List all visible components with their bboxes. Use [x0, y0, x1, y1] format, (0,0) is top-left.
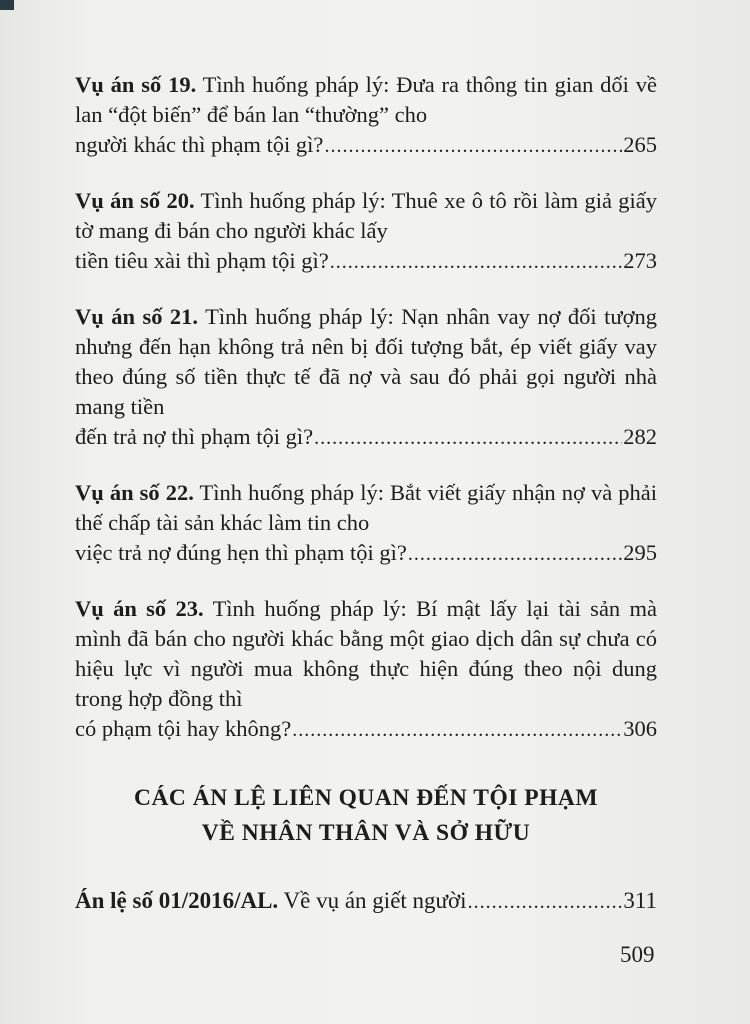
entry-description-end: đến trả nợ thì phạm tội gì? — [75, 424, 314, 449]
dot-leader — [314, 423, 622, 453]
footer-page-number: 509 — [620, 942, 655, 967]
dot-leader — [330, 247, 623, 277]
dot-leader — [408, 539, 622, 569]
entry-last-line — [75, 714, 657, 745]
entry-text — [75, 186, 657, 246]
entry-description: Tình huống pháp lý: Nạn nhân vay nợ đối tượng nhưng đến hạn không trả nên bị đối tượng bắt, ép viết giấy vay theo đúng số tiền thực tế đã nợ và sau đó phải gọi người nhà mang tiền — [75, 304, 657, 419]
entry-last-line — [75, 130, 657, 161]
entry-page-number: 306 — [623, 716, 657, 741]
entry-text — [75, 478, 657, 538]
precedent-text — [75, 885, 467, 917]
entry-description-end: người khác thì phạm tội gì? — [75, 132, 324, 157]
precedent-page-number: 311 — [623, 888, 657, 913]
precedent-description: Về vụ án giết người — [283, 888, 467, 913]
entry-page-number: 273 — [623, 248, 657, 273]
toc-entry-case-20 — [75, 186, 657, 277]
entry-page-number: 295 — [623, 540, 657, 565]
entry-page-number: 265 — [623, 132, 657, 157]
entry-description-end: có phạm tội hay không? — [75, 716, 292, 741]
entry-heading: Vụ án số 19. — [75, 72, 197, 97]
dot-leader — [324, 131, 622, 161]
entry-heading: Vụ án số 22. — [75, 480, 194, 505]
entry-heading: Vụ án số 20. — [75, 188, 195, 213]
entry-description: Tình huống pháp lý: Bắt viết giấy nhận nợ và phải thế chấp tài sản khác làm tin cho — [75, 480, 657, 535]
entry-description: Tình huống pháp lý: Bí mật lấy lại tài sản mà mình đã bán cho người khác bằng một giao dịch dân sự chưa có hiệu lực vì người mua không thực hiện đúng theo nội dung trong hợp đồng thì — [75, 596, 657, 711]
toc-entry-case-23 — [75, 594, 657, 745]
section-heading-line-1: CÁC ÁN LỆ LIÊN QUAN ĐẾN TỘI PHẠM — [133, 785, 599, 811]
entry-text — [75, 302, 657, 422]
entry-heading: Vụ án số 21. — [75, 304, 199, 329]
dot-leader — [292, 715, 622, 745]
entry-last-line — [75, 422, 657, 453]
toc-entry-case-19 — [75, 70, 657, 161]
table-of-contents — [75, 70, 657, 918]
entry-description-end: tiền tiêu xài thì phạm tội gì? — [75, 248, 329, 273]
section-heading-line-2: VỀ NHÂN THÂN VÀ SỞ HỮU — [201, 820, 531, 846]
entry-last-line — [75, 246, 657, 277]
entry-text — [75, 70, 657, 130]
entry-page-number: 282 — [623, 424, 657, 449]
toc-entry-case-22 — [75, 478, 657, 569]
toc-entry-case-21 — [75, 302, 657, 453]
scan-corner-mark — [0, 0, 14, 10]
dot-leader — [468, 886, 623, 918]
entry-heading: Vụ án số 23. — [75, 596, 204, 621]
entry-description: Tình huống pháp lý: Thuê xe ô tô rồi làm giả giấy tờ mang đi bán cho người khác lấy — [75, 188, 657, 243]
entry-last-line — [75, 538, 657, 569]
section-heading — [75, 781, 657, 851]
toc-entry-precedent-01 — [75, 885, 657, 918]
entry-text — [75, 594, 657, 714]
entry-description: Tình huống pháp lý: Đưa ra thông tin gian dối về lan “đột biến” để bán lan “thường” cho — [75, 72, 658, 127]
entry-description-end: việc trả nợ đúng hẹn thì phạm tội gì? — [75, 540, 407, 565]
precedent-heading: Án lệ số 01/2016/AL. — [75, 888, 279, 913]
